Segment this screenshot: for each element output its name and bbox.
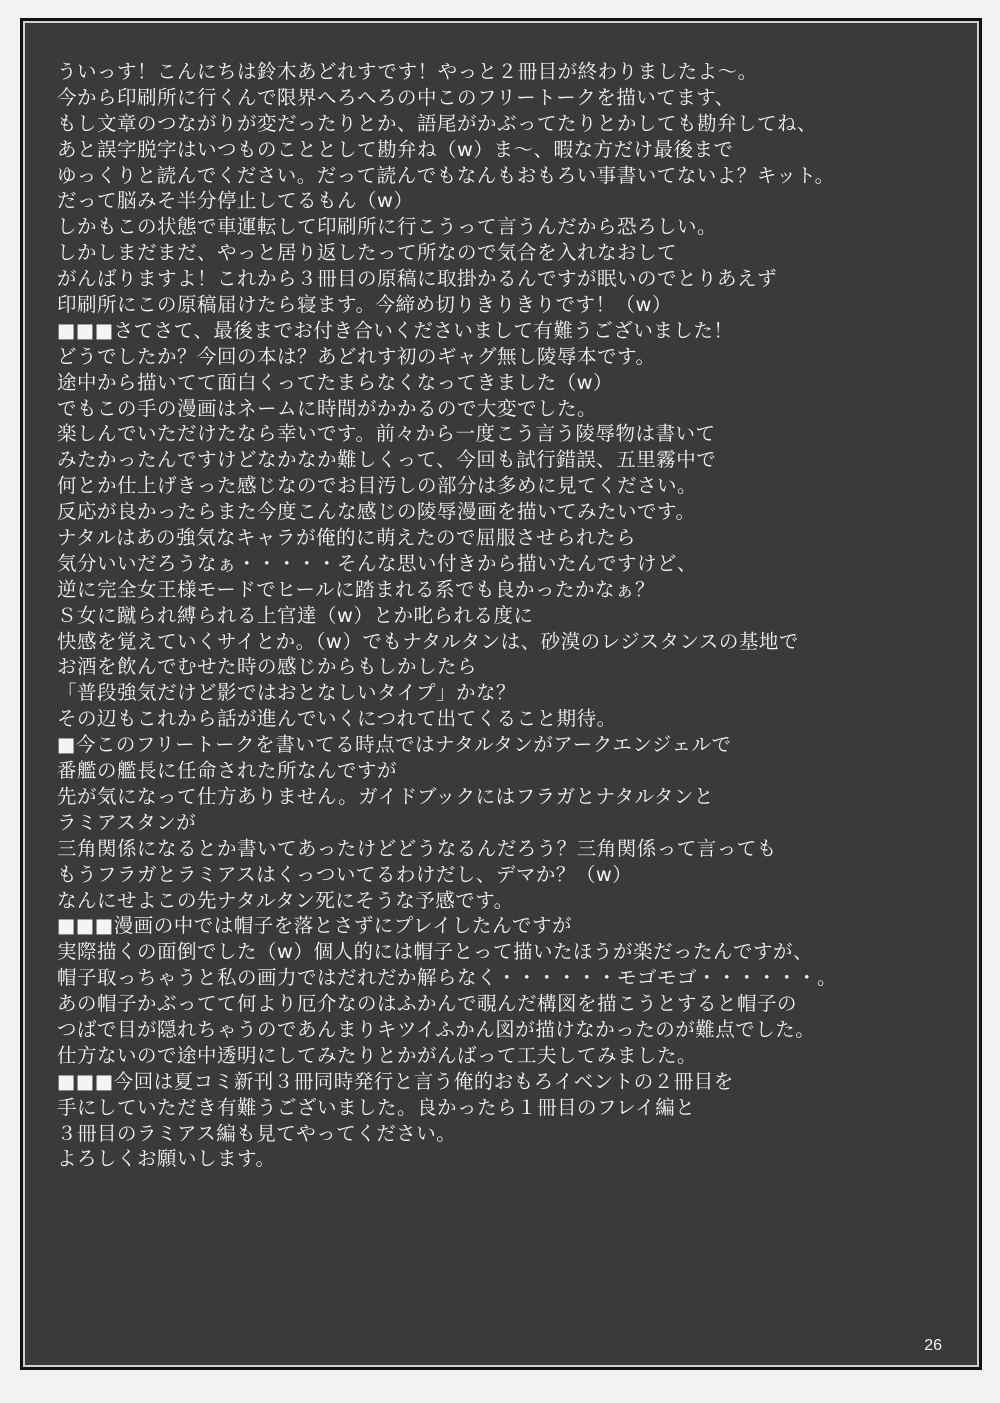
text-line: ゆっくりと読んでください。だって読んでもなんもおもろい事書いてないよ？キット。 — [57, 163, 835, 187]
text-line: 反応が良かったらまた今度こんな感じの陵辱漫画を描いてみたいです。 — [57, 500, 696, 524]
text-line: よろしくお願いします。 — [57, 1147, 276, 1171]
text-line: 仕方ないので途中透明にしてみたりとかがんばって工夫してみました。 — [57, 1043, 698, 1067]
free-talk-text — [57, 59, 972, 1172]
page-frame — [20, 18, 982, 1370]
text-line: Ｓ女に蹴られ縛られる上官達（w）とか叱られる度に — [57, 603, 534, 627]
text-line: 三角関係になるとか書いてあったけどどうなるんだろう？三角関係って言っても — [57, 836, 777, 860]
text-line: 実際描くの面倒でした（w）個人的には帽子とって描いたほうが楽だったんですが、 — [57, 940, 814, 964]
text-line: つばで目が隠れちゃうのであんまりキツイふかん図が描けなかったのが難点でした。 — [57, 1017, 816, 1041]
text-line: もし文章のつながりが変だったりとか、語尾がかぶってたりとかしても勘弁してね、 — [57, 111, 818, 135]
text-line: ■■■さてさて、最後までお付き合いくださいまして有難うございました！ — [57, 318, 734, 342]
text-line: 印刷所にこの原稿届けたら寝ます。今締め切りきりきりです！（w） — [57, 293, 672, 317]
text-line: しかしまだまだ、やっと居り返したって所なので気合を入れなおして — [57, 241, 678, 265]
text-line: ３冊目のラミアス編も見てやってください。 — [57, 1121, 457, 1145]
text-line: 快感を覚えていくサイとか。（w）でもナタルタンは、砂漠のレジスタンスの基地で — [57, 629, 799, 653]
text-line: 途中から描いてて面白くってたまらなくなってきました（w） — [57, 370, 614, 394]
text-line: お酒を飲んでむせた時の感じからもしかしたら — [57, 655, 478, 679]
text-line: ■今このフリートークを書いてる時点ではナタルタンがアークエンジェルで — [57, 733, 732, 757]
text-line: 番艦の艦長に任命された所なんですが — [57, 759, 398, 783]
text-line: 「普段強気だけど影ではおとなしいタイプ」かな？ — [57, 681, 517, 705]
text-line: もうフラガとラミアスはくっついてるわけだし、デマか？（w） — [57, 862, 633, 886]
text-line: ラミアスタンが — [57, 810, 197, 834]
text-line: その辺もこれから話が進んでいくにつれて出てくること期待。 — [57, 707, 617, 731]
text-line: 先が気になって仕方ありません。ガイドブックにはフラガとナタルタンと — [57, 784, 714, 808]
text-line: あと誤字脱字はいつものこととして勘弁ね（w）ま～、暇な方だけ最後まで — [57, 137, 734, 161]
text-line: みたかったんですけどなかなか難しくって、今回も試行錯誤、五里霧中で — [57, 448, 717, 472]
text-line: でもこの手の漫画はネームに時間がかかるので大変でした。 — [57, 396, 598, 420]
page-number: 26 — [924, 1337, 942, 1354]
text-line: ナタルはあの強気なキャラが俺的に萌えたので屈服させられたら — [57, 526, 637, 550]
text-line: ■■■漫画の中では帽子を落とさずにプレイしたんですが — [57, 914, 573, 938]
text-line: 気分いいだろうなぁ・・・・・そんな思い付きから描いたんですけど、 — [57, 551, 698, 575]
text-line: しかもこの状態で車運転して印刷所に行こうって言うんだから恐ろしい。 — [57, 215, 718, 239]
text-line: 手にしていただき有難うございました。良かったら１冊目のフレイ編と — [57, 1095, 696, 1119]
text-line: 逆に完全女王様モードでヒールに踏まれる系でも良かったかなぁ？ — [57, 577, 656, 601]
text-line: 今から印刷所に行くんで限界へろへろの中このフリートークを描いてます、 — [57, 85, 735, 109]
text-line: ■■■今回は夏コミ新刊３冊同時発行と言う俺的おもろイベントの２冊目を — [57, 1069, 734, 1093]
text-line: あの帽子かぶってて何より厄介なのはふかんで覗んだ構図を描こうとすると帽子の — [57, 992, 798, 1016]
text-line: どうでしたか？今回の本は？あどれす初のギャグ無し陵辱本です。 — [57, 344, 656, 368]
text-line: 楽しんでいただけたなら幸いです。前々から一度こう言う陵辱物は書いて — [57, 422, 716, 446]
text-line: だって脳みそ半分停止してるもん（w） — [57, 189, 414, 213]
text-line: ういっす！こんにちは鈴木あどれすです！やっと２冊目が終わりましたよ～。 — [57, 60, 758, 83]
text-line: がんばりますよ！これから３冊目の原稿に取掛かるんですが眠いのでとりあえず — [57, 267, 778, 291]
text-line: なんにせよこの先ナタルタン死にそうな予感です。 — [57, 888, 514, 912]
text-line: 帽子取っちゃうと私の画力ではだれだか解らなく・・・・・・モゴモゴ・・・・・・。 — [57, 966, 838, 990]
text-line: 何とか仕上げきった感じなのでお目汚しの部分は多めに見てください。 — [57, 474, 698, 498]
